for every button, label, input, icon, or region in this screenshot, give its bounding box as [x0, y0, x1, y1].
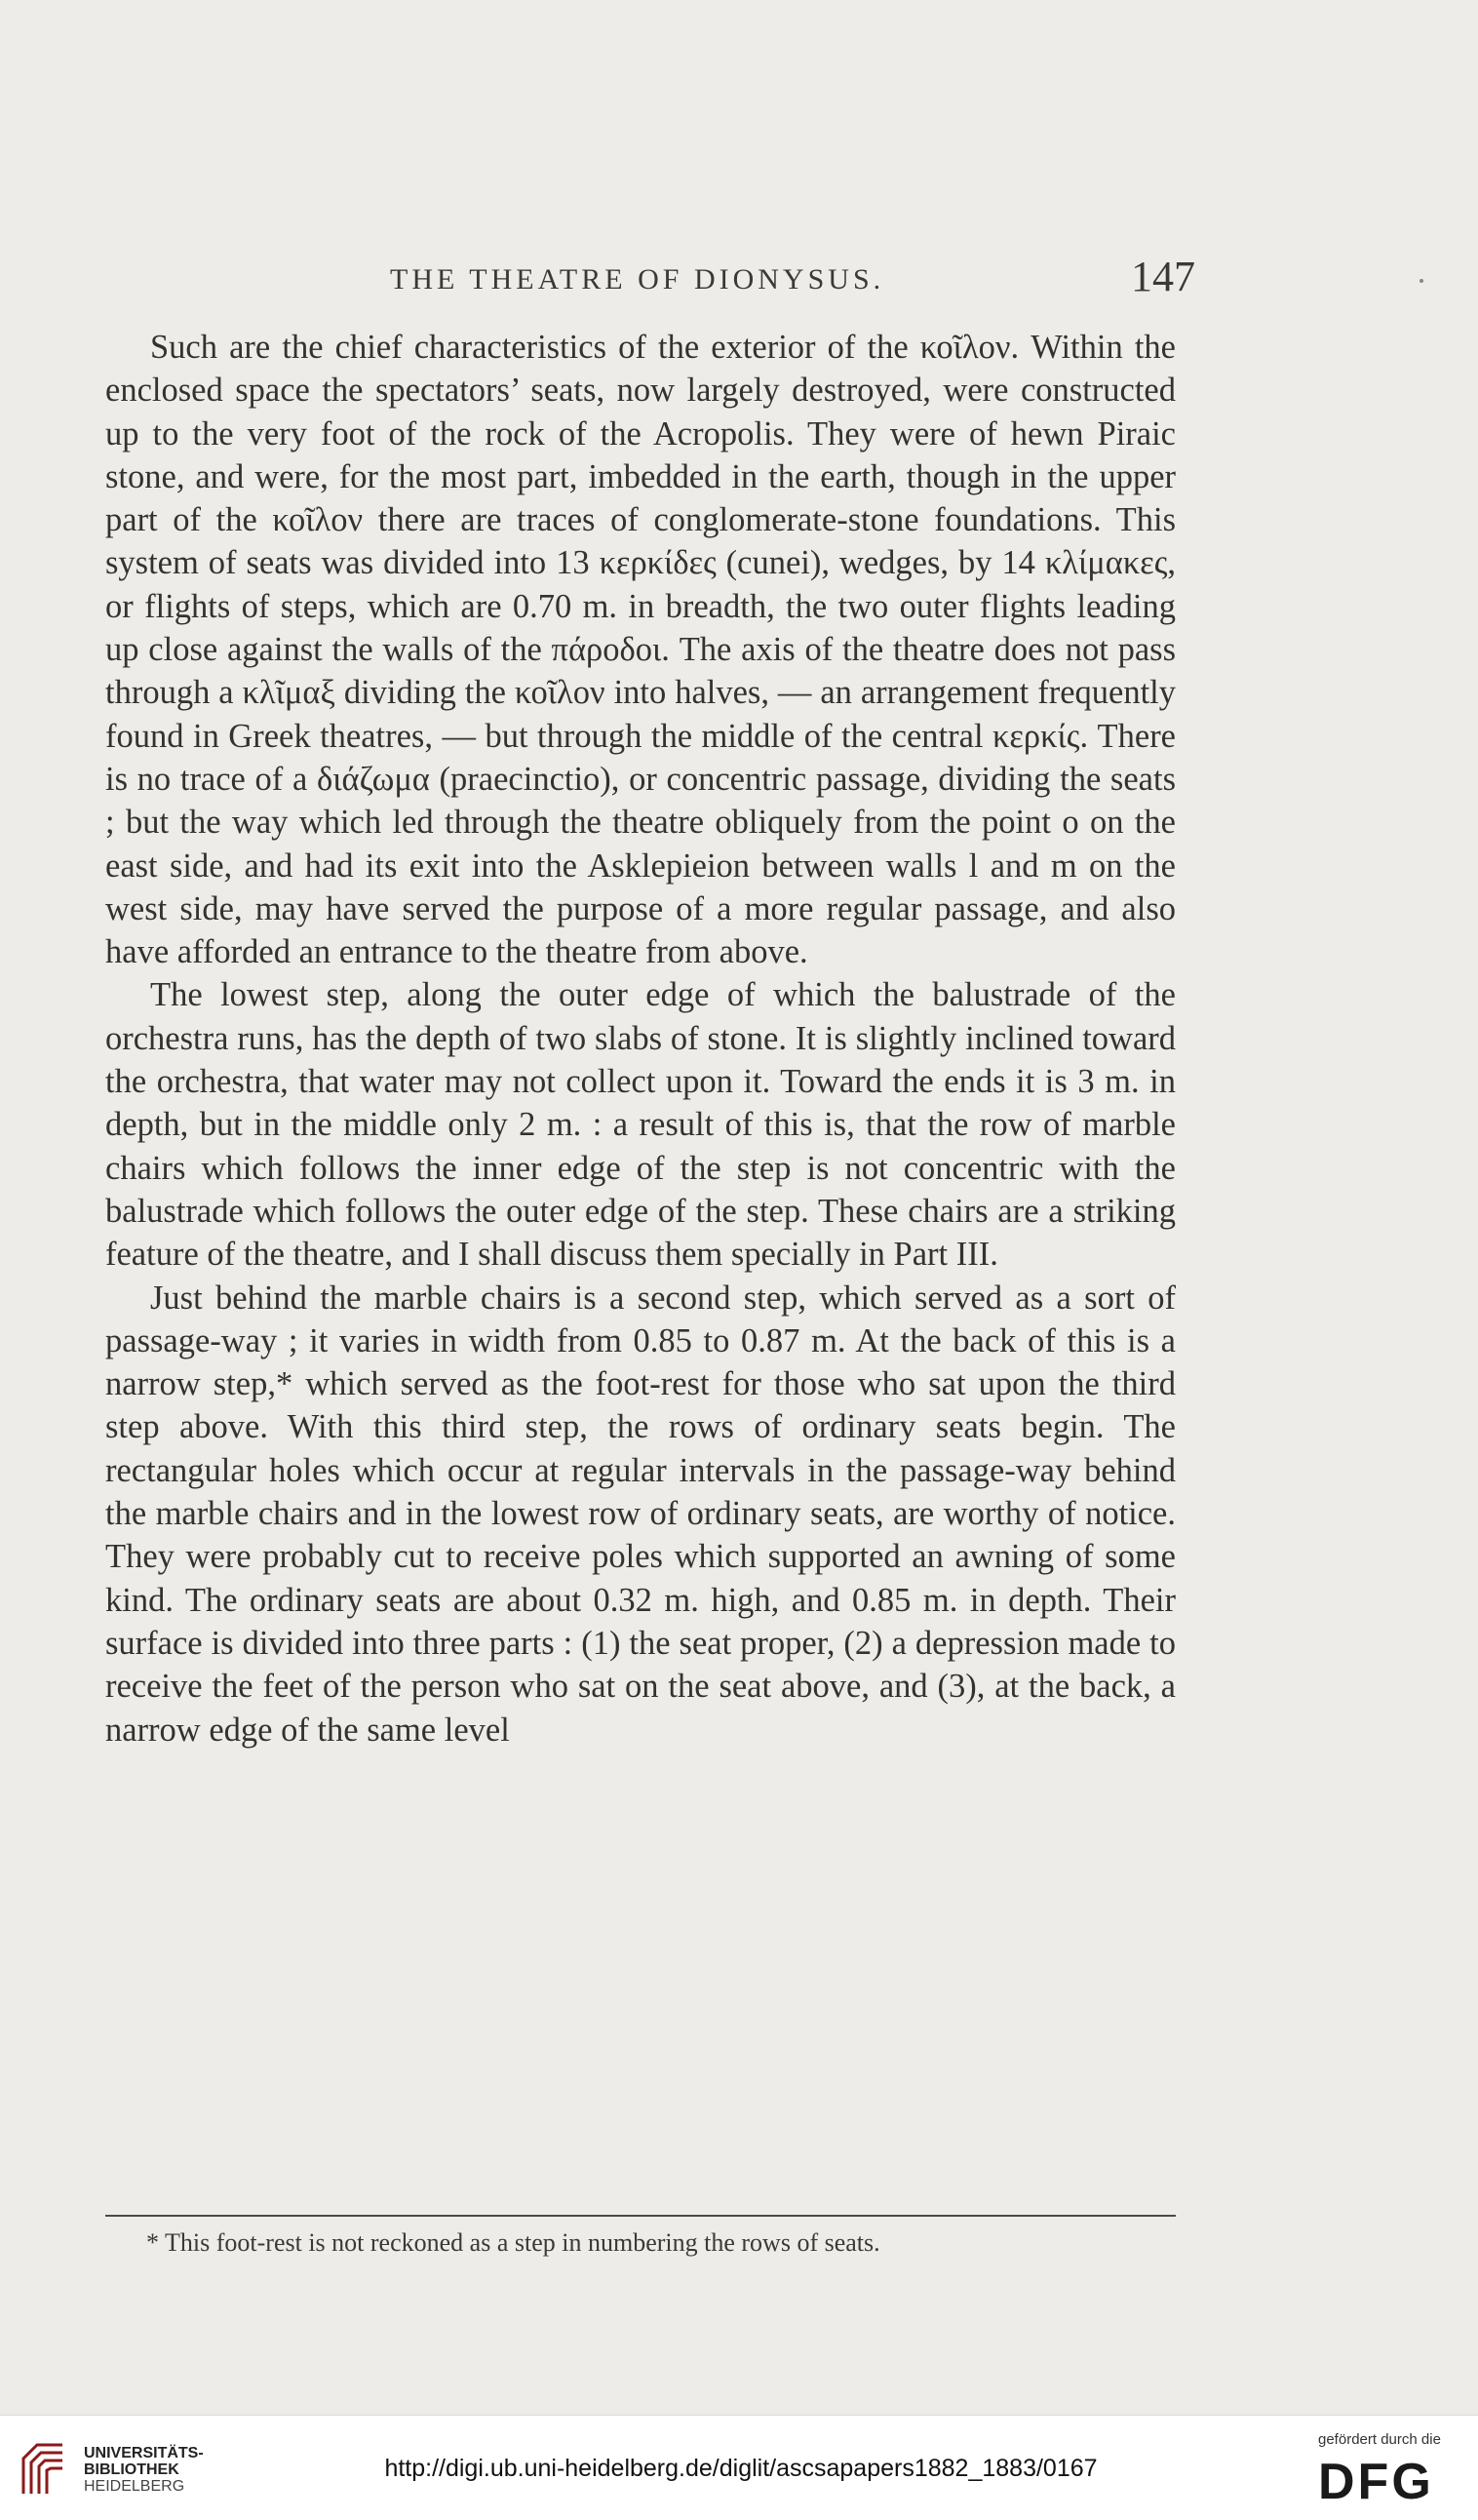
margin-speck: [1420, 279, 1423, 283]
paragraph-3: Just behind the marble chairs is a second step, which served as a sort of passage-way ; it varies in width from 0.85 to 0.87 m. At the back of this is a narrow step,* which served as the foot-rest for those who sat upon the third step above. With this third step, the rows of ordinary seats begin. The rectangular holes which occur at regular intervals in the passage-way behind the marble chairs and in the lowest row of ordinary seats, are worthy of notice. They were probably cut to receive poles which supported an awning of some kind. The ordinary seats are about 0.32 m. high, and 0.85 m. in depth. Their surface is divided into three parts : (1) the seat proper, (2) a depression made to receive the feet of the person who sat on the seat above, and (3), at the back, a narrow edge of the same level: [105, 1279, 1176, 1749]
sponsor-caption: gefördert durch die: [1318, 2431, 1441, 2448]
library-name-line-2: BIBLIOTHEK: [84, 2461, 179, 2478]
paragraph-1: Such are the chief characteristics of the exterior of the κοῖλον. Within the enclosed space the spectators’ seats, now largely destroyed, were constructed up to the very foot of the rock of the Acropolis. They were of hewn Piraic stone, and were, for the most part, imbedded in the earth, though in the upper part of the κοῖλον there are traces of conglomerate-stone foundations. This system of seats was divided into 13 κερκίδες (cunei), wedges, by 14 κλίμακες, or flights of steps, which are 0.70 m. in breadth, the two outer flights leading up close against the walls of the πάροδοι. The axis of the theatre does not pass through a κλῖμαξ dividing the κοῖλον into halves, — an arrangement frequently found in Greek theatres, — but through the middle of the central κερκίς. There is no trace of a διάζωμα (praecinctio), or concentric passage, dividing the seats ; but the way which led through the theatre obliquely from the point o on the east side, and had its exit into the Asklepieion between walls l and m on the west side, may have served the purpose of a more regular passage, and also have afforded an entrance to the theatre from above.: [105, 329, 1176, 971]
body-text: [105, 326, 1176, 1752]
running-head: THE THEATRE OF DIONYSUS.: [390, 263, 885, 295]
dfg-logo: DFG: [1318, 2454, 1434, 2510]
footnote: * This foot-rest is not reckoned as a step in numbering the rows of seats.: [146, 2228, 880, 2257]
library-name-line-1: UNIVERSITÄTS-: [84, 2445, 204, 2461]
digitization-footer: [0, 2415, 1478, 2520]
library-name: [84, 2445, 204, 2495]
page-number: 147: [1131, 253, 1195, 300]
footnote-divider: [105, 2215, 1176, 2217]
permalink-url[interactable]: http://digi.ub.uni-heidelberg.de/diglit/ascsapapers1882_1883/0167: [384, 2455, 1098, 2482]
paragraph-2: The lowest step, along the outer edge of which the balustrade of the orchestra runs, has the depth of two slabs of stone. It is slightly inclined toward the orchestra, that water may not collect upon it. Toward the ends it is 3 m. in depth, but in the middle only 2 m. : a result of this is, that the row of marble chairs which follows the inner edge of the step is not concentric with the balustrade which follows the outer edge of the step. These chairs are a striking feature of the theatre, and I shall discuss them specially in Part III.: [105, 976, 1176, 1274]
university-library-logo-icon: [16, 2437, 74, 2501]
library-name-line-3: HEIDELBERG: [84, 2478, 185, 2495]
